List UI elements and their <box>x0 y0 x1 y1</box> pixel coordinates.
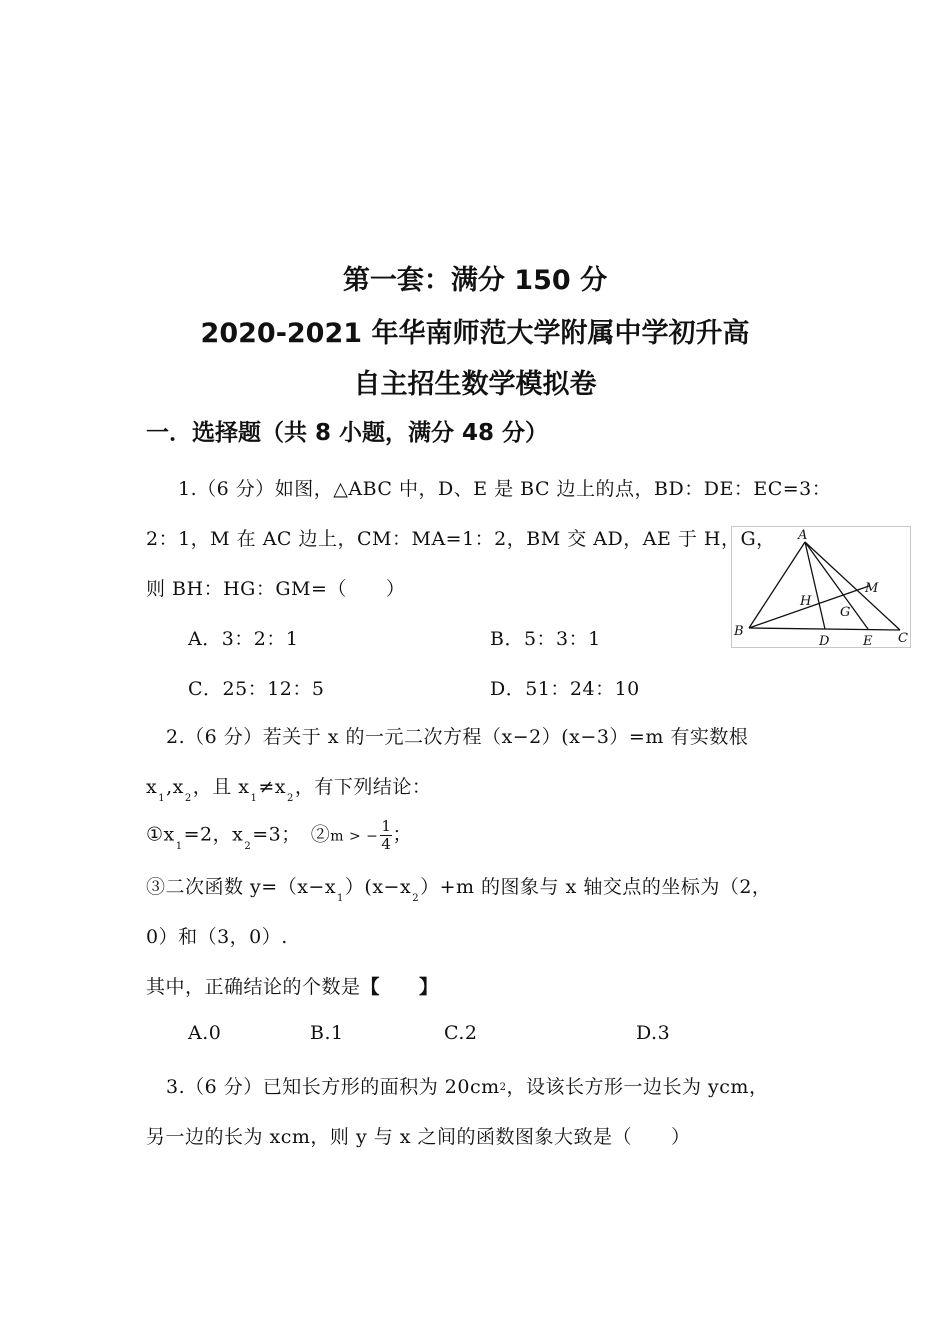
label-g: G <box>840 605 851 620</box>
q2-question: 其中，正确结论的个数是【 】 <box>146 976 439 998</box>
q1-option-a: A．3：2：1 <box>188 628 299 650</box>
q2-option-c: C.2 <box>444 1022 478 1044</box>
label-a: A <box>798 528 808 543</box>
label-h: H <box>800 594 812 609</box>
q2-option-d: D.3 <box>636 1022 671 1044</box>
q2-line2: $x_1,x_2$，且 $x_1\ne x_2$，有下列结论： <box>146 776 432 804</box>
q2-conclusion-3: ③二次函数 $y=(x-x_1)(x-x_2)+m$ 的图象与 x 轴交点的坐标为（2， <box>146 876 772 904</box>
q3-line1: 3.（6 分）已知长方形的面积为 20cm2，设该长方形一边长为 ycm， <box>166 1076 769 1098</box>
q1-option-b: B．5：3：1 <box>490 628 601 650</box>
q1-line2: 2：1，M 在 AC 边上，CM：MA=1：2，BM 交 AD，AE 于 H，G， <box>146 528 776 550</box>
label-c: C <box>898 631 908 646</box>
triangle-figure <box>731 526 911 648</box>
triangle-diagram <box>732 527 910 647</box>
side-ab <box>749 542 805 628</box>
q2-option-b: B.1 <box>310 1022 344 1044</box>
q1-option-d: D．51：24：10 <box>490 678 640 700</box>
q2-option-a: A.0 <box>188 1022 222 1044</box>
q2-line1: 2.（6 分）若关于 x 的一元二次方程（x−2）(x−3）=m 有实数根 <box>166 726 749 748</box>
paper-title-line2: 2020-2021 年华南师范大学附属中学初升高 <box>200 318 750 349</box>
side-ac <box>805 542 900 630</box>
label-m: M <box>865 581 879 596</box>
paper-title-line1: 第一套：满分 150 分 <box>342 265 608 296</box>
label-d: D <box>819 634 830 647</box>
q2-conclusions-1-2: $①x_1=2$，$x_2=3$； ②m > − $\frac{1}{4}$ ； <box>146 817 412 853</box>
section-heading: 一．选择题（共 8 小题，满分 48 分） <box>146 420 549 446</box>
q2-conclusion-3-cont: 0）和（3，0）. <box>146 926 288 948</box>
q1-line1: 1.（6 分）如图，△ABC 中，D、E 是 BC 边上的点，BD：DE：EC=3： <box>178 478 832 500</box>
paper-title-line3: 自主招生数学模拟卷 <box>353 369 597 400</box>
q1-option-c: C．25：12：5 <box>188 678 325 700</box>
fraction-one-quarter: $\frac{1}{4}$ <box>381 817 392 853</box>
label-b: B <box>734 624 744 639</box>
label-e: E <box>863 634 873 647</box>
q3-line2: 另一边的长为 xcm，则 y 与 x 之间的函数图象大致是（ ） <box>146 1126 691 1148</box>
q1-line3: 则 BH：HG：GM=（ ） <box>146 578 406 600</box>
